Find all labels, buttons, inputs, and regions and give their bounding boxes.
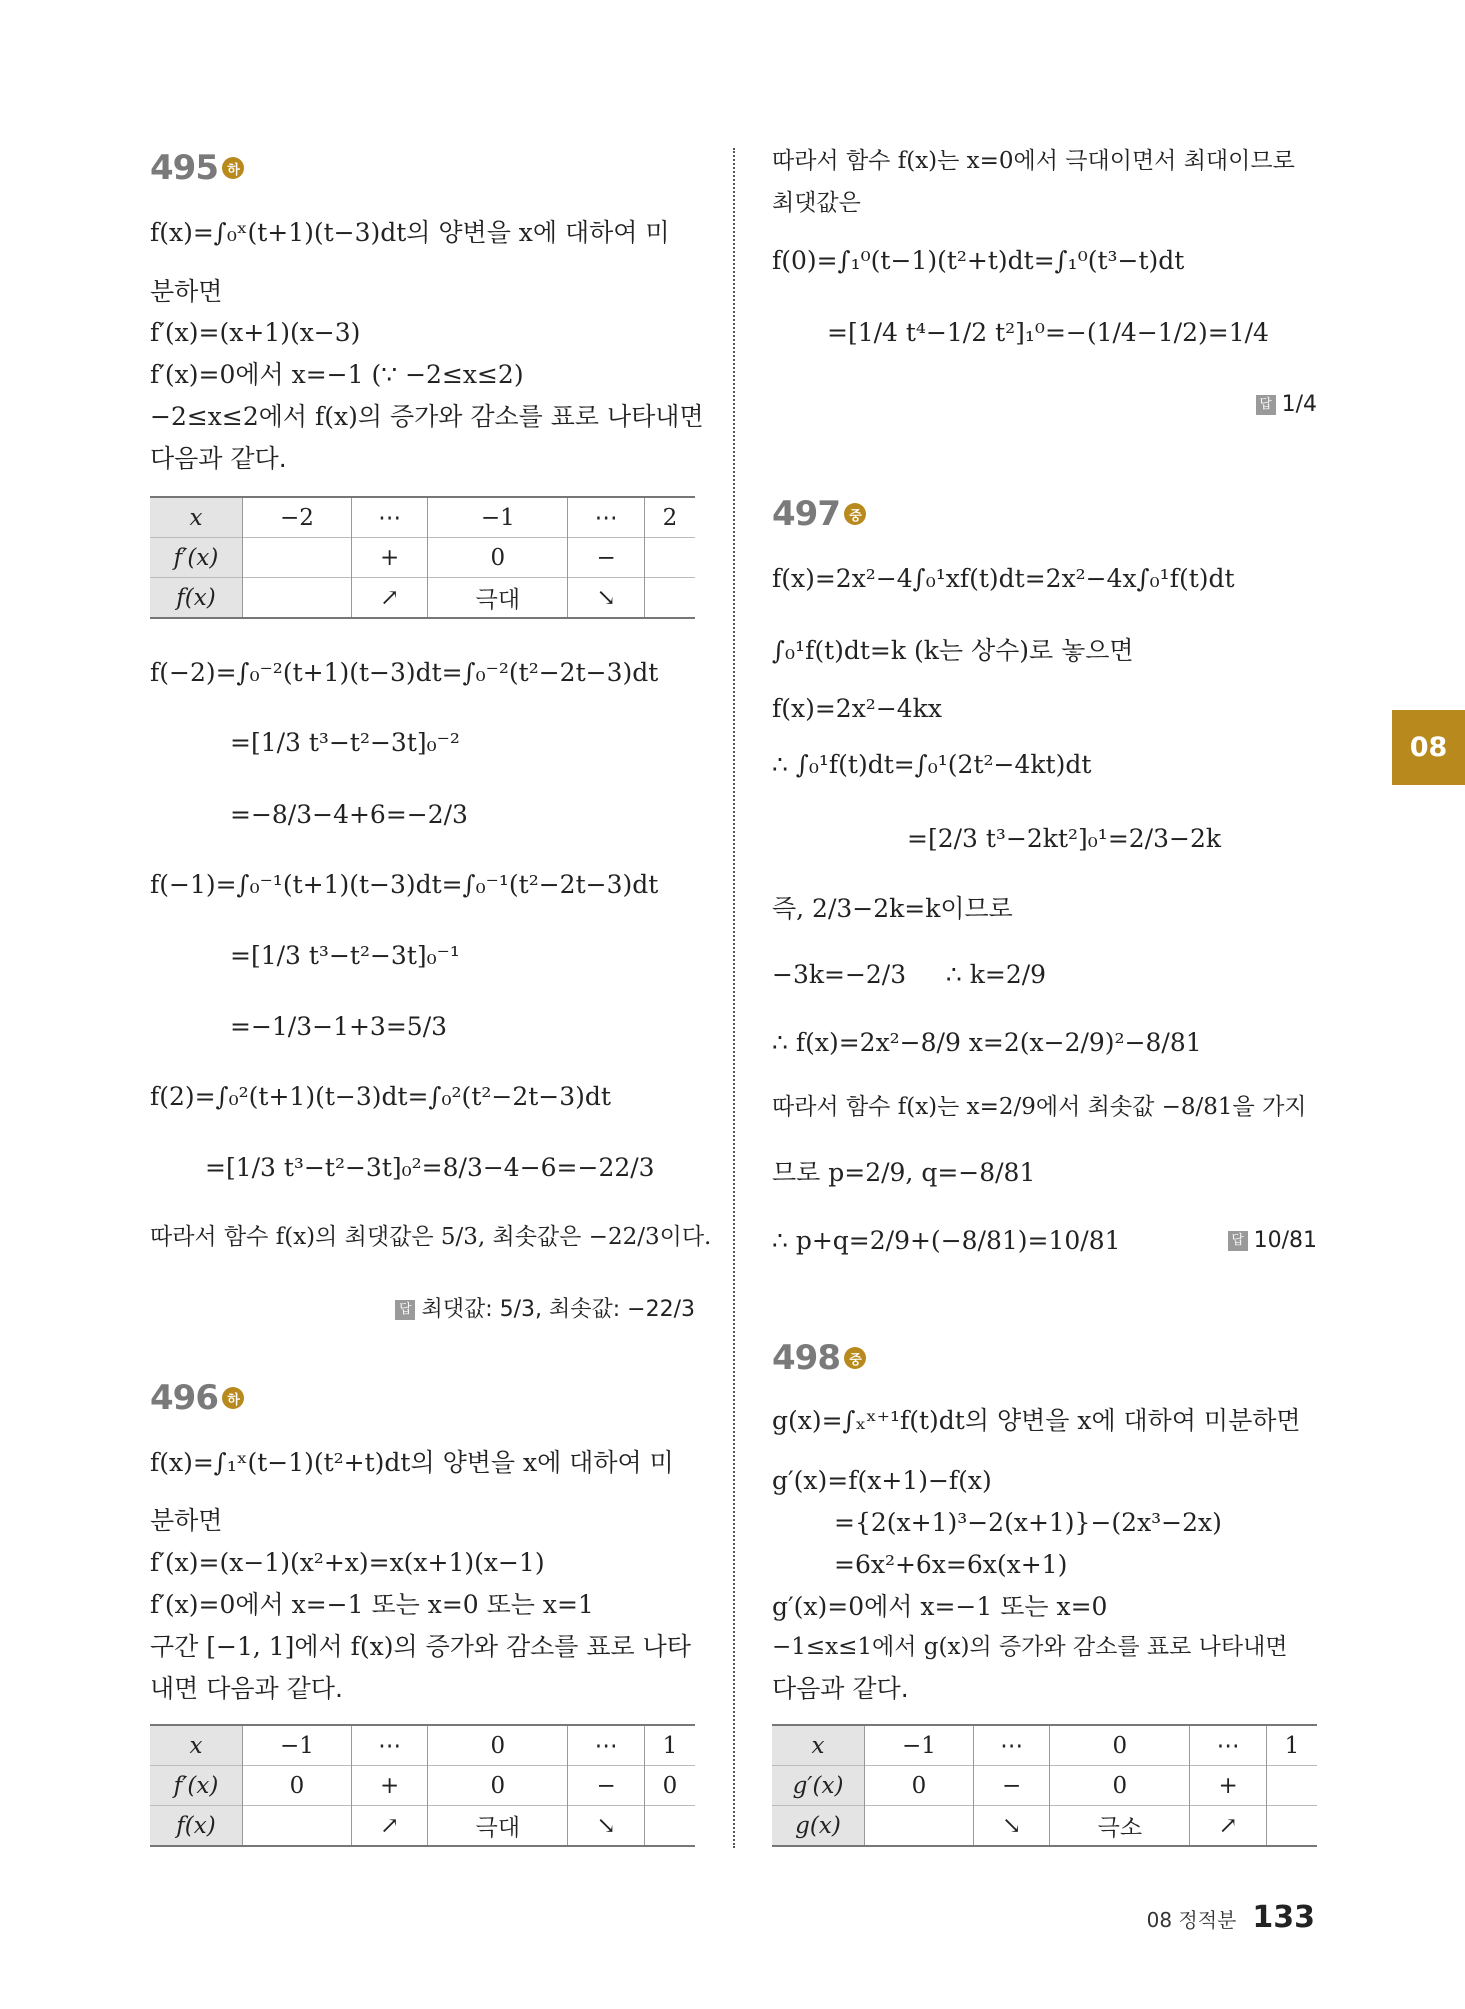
p495-line-1: f(x)=∫₀ˣ(t+1)(t−3)dt의 양변을 x에 대하여 미 [150,218,670,247]
table-cell: 1 [644,1725,695,1766]
p496-table [150,1724,695,1847]
p497-line-4: ∴ ∫₀¹f(t)dt=∫₀¹(2t²−4kt)dt [772,750,1092,779]
p497-line-1: f(x)=2x²−4∫₀¹xf(t)dt=2x²−4x∫₀¹f(t)dt [772,564,1235,593]
p496-cont-1: 따라서 함수 f(x)는 x=0에서 극대이면서 최대이므로 [772,148,1295,174]
p495-answer [395,1292,695,1323]
table-cell: 극소 [1050,1806,1190,1847]
table-cell: 극대 [428,1806,568,1847]
table-row [150,538,695,578]
p496-line-6: 내면 다음과 같다. [150,1674,343,1703]
problem-496-number: 496 하 [150,1378,244,1418]
page-number: 133 [1252,1900,1315,1935]
table-cell: f′(x) [150,1766,243,1806]
table-cell: ↗ [1190,1806,1267,1847]
p498-line-2: g′(x)=f(x+1)−f(x) [772,1466,992,1495]
p495-calc-2: =[1/3 t³−t²−3t]₀⁻² [230,728,460,757]
p495-calc-3: =−8/3−4+6=−2/3 [230,800,468,829]
answer-label: 답 [1256,395,1276,415]
table-cell: ⋯ [1190,1725,1267,1766]
table-cell [243,538,352,578]
p497-line-6: 즉, 2/3−2k=k이므로 [772,894,1013,923]
p496-line-2: 분하면 [150,1506,223,1535]
table-cell: ↗ [351,1806,428,1847]
p497-line-3: f(x)=2x²−4kx [772,694,942,723]
table-cell: x [772,1725,865,1766]
p495-line-3: f′(x)=(x+1)(x−3) [150,318,361,347]
p496-line-1: f(x)=∫₁ˣ(t−1)(t²+t)dt의 양변을 x에 대하여 미 [150,1448,674,1477]
p496-cont-3: f(0)=∫₁⁰(t−1)(t²+t)dt=∫₁⁰(t³−t)dt [772,246,1185,275]
p496-line-3: f′(x)=(x−1)(x²+x)=x(x+1)(x−1) [150,1548,545,1577]
table-row [150,1766,695,1806]
table-cell: 1 [1266,1725,1317,1766]
table-cell: 0 [243,1766,352,1806]
table-cell: g(x) [772,1806,865,1847]
table-cell: 2 [644,497,695,538]
table-row [150,1806,695,1847]
p497-line-10: 므로 p=2/9, q=−8/81 [772,1158,1036,1187]
table-cell [1266,1806,1317,1847]
p495-calc-5: =[1/3 t³−t²−3t]₀⁻¹ [230,941,460,970]
difficulty-badge: 하 [222,157,244,179]
table-cell: − [568,1766,645,1806]
p495-calc-7: f(2)=∫₀²(t+1)(t−3)dt=∫₀²(t²−2t−3)dt [150,1082,611,1111]
p495-line-6: 다음과 같다. [150,444,287,473]
answer-text: 10/81 [1253,1228,1317,1253]
problem-495-number: 495 하 [150,148,244,188]
table-cell: 0 [428,538,568,578]
table-cell: −2 [243,497,352,538]
table-cell: 0 [1050,1766,1190,1806]
table-cell: − [568,538,645,578]
p496-cont-2: 최댓값은 [772,190,861,216]
table-cell: ↘ [568,1806,645,1847]
table-cell [865,1806,974,1847]
table-cell [644,1806,695,1847]
p495-calc-1: f(−2)=∫₀⁻²(t+1)(t−3)dt=∫₀⁻²(t²−2t−3)dt [150,658,659,687]
table-cell [243,1806,352,1847]
table-cell: ⋯ [973,1725,1050,1766]
table-cell: −1 [865,1725,974,1766]
table-cell [644,578,695,619]
p497-line-5: =[2/3 t³−2kt²]₀¹=2/3−2k [907,824,1222,853]
p498-line-7: 다음과 같다. [772,1674,909,1703]
table-cell: + [351,1766,428,1806]
table-cell: ⋯ [351,497,428,538]
table-cell: + [1190,1766,1267,1806]
footer-chapter: 08 정적분 [1146,1908,1237,1932]
answer-label: 답 [395,1300,415,1320]
table-cell: 0 [1050,1725,1190,1766]
table-cell: 극대 [428,578,568,619]
p495-conclusion: 따라서 함수 f(x)의 최댓값은 5/3, 최솟값은 −22/3이다. [150,1224,712,1250]
p498-line-3: ={2(x+1)³−2(x+1)}−(2x³−2x) [834,1508,1222,1537]
table-cell: ↘ [973,1806,1050,1847]
table-row [772,1806,1317,1847]
table-row [150,578,695,619]
p495-line-2: 분하면 [150,277,223,306]
table-cell: ⋯ [351,1725,428,1766]
answer-text: 최댓값: 5/3, 최솟값: −22/3 [421,1297,695,1322]
table-cell: g′(x) [772,1766,865,1806]
p498-line-6: −1≤x≤1에서 g(x)의 증가와 감소를 표로 나타내면 [772,1634,1288,1660]
table-cell: x [150,1725,243,1766]
table-cell: ↗ [351,578,428,619]
chapter-tab: 08 [1392,710,1465,785]
problem-497-number: 497 중 [772,494,866,534]
table-row [150,1725,695,1766]
table-cell: ↘ [568,578,645,619]
difficulty-badge: 하 [222,1387,244,1409]
table-cell: f(x) [150,578,243,619]
p498-line-1: g(x)=∫ₓˣ⁺¹f(t)dt의 양변을 x에 대하여 미분하면 [772,1406,1301,1435]
p496-answer [1256,392,1317,417]
p498-line-5: g′(x)=0에서 x=−1 또는 x=0 [772,1592,1108,1621]
p497-answer [1228,1228,1317,1253]
p498-line-4: =6x²+6x=6x(x+1) [834,1550,1068,1579]
difficulty-badge: 중 [844,1347,866,1369]
table-row [772,1725,1317,1766]
p495-line-4: f′(x)=0에서 x=−1 (∵ −2≤x≤2) [150,360,524,389]
table-cell: 0 [865,1766,974,1806]
page-footer [1147,1900,1315,1935]
p496-line-4: f′(x)=0에서 x=−1 또는 x=0 또는 x=1 [150,1590,594,1619]
p495-calc-4: f(−1)=∫₀⁻¹(t+1)(t−3)dt=∫₀⁻¹(t²−2t−3)dt [150,870,659,899]
p497-line-11: ∴ p+q=2/9+(−8/81)=10/81 [772,1226,1121,1255]
table-cell: −1 [428,497,568,538]
p496-cont-4: =[1/4 t⁴−1/2 t²]₁⁰=−(1/4−1/2)=1/4 [827,318,1269,347]
p495-line-5: −2≤x≤2에서 f(x)의 증가와 감소를 표로 나타내면 [150,402,704,431]
table-cell: f(x) [150,1806,243,1847]
p497-line-2: ∫₀¹f(t)dt=k (k는 상수)로 놓으면 [772,636,1134,665]
p497-line-7: −3k=−2/3 ∴ k=2/9 [772,960,1047,989]
answer-text: 1/4 [1281,392,1317,417]
column-divider [733,148,735,1848]
problem-498-number: 498 중 [772,1338,866,1378]
table-cell [644,538,695,578]
table-cell: ⋯ [568,1725,645,1766]
p496-line-5: 구간 [−1, 1]에서 f(x)의 증가와 감소를 표로 나타 [150,1632,691,1661]
table-cell: −1 [243,1725,352,1766]
table-cell [243,578,352,619]
p495-calc-8: =[1/3 t³−t²−3t]₀²=8/3−4−6=−22/3 [205,1153,655,1182]
answer-label: 답 [1228,1231,1248,1251]
p497-line-8: ∴ f(x)=2x²−8/9 x=2(x−2/9)²−8/81 [772,1028,1202,1057]
table-cell: ⋯ [568,497,645,538]
table-row [150,497,695,538]
difficulty-badge: 중 [844,503,866,525]
table-row [772,1766,1317,1806]
p495-table [150,496,695,619]
table-cell: 0 [428,1725,568,1766]
table-cell: x [150,497,243,538]
table-cell: − [973,1766,1050,1806]
p498-table [772,1724,1317,1847]
table-cell: 0 [644,1766,695,1806]
table-cell [1266,1766,1317,1806]
table-cell: f′(x) [150,538,243,578]
p497-line-9: 따라서 함수 f(x)는 x=2/9에서 최솟값 −8/81을 가지 [772,1094,1307,1120]
table-cell: 0 [428,1766,568,1806]
p495-calc-6: =−1/3−1+3=5/3 [230,1012,448,1041]
table-cell: + [351,538,428,578]
